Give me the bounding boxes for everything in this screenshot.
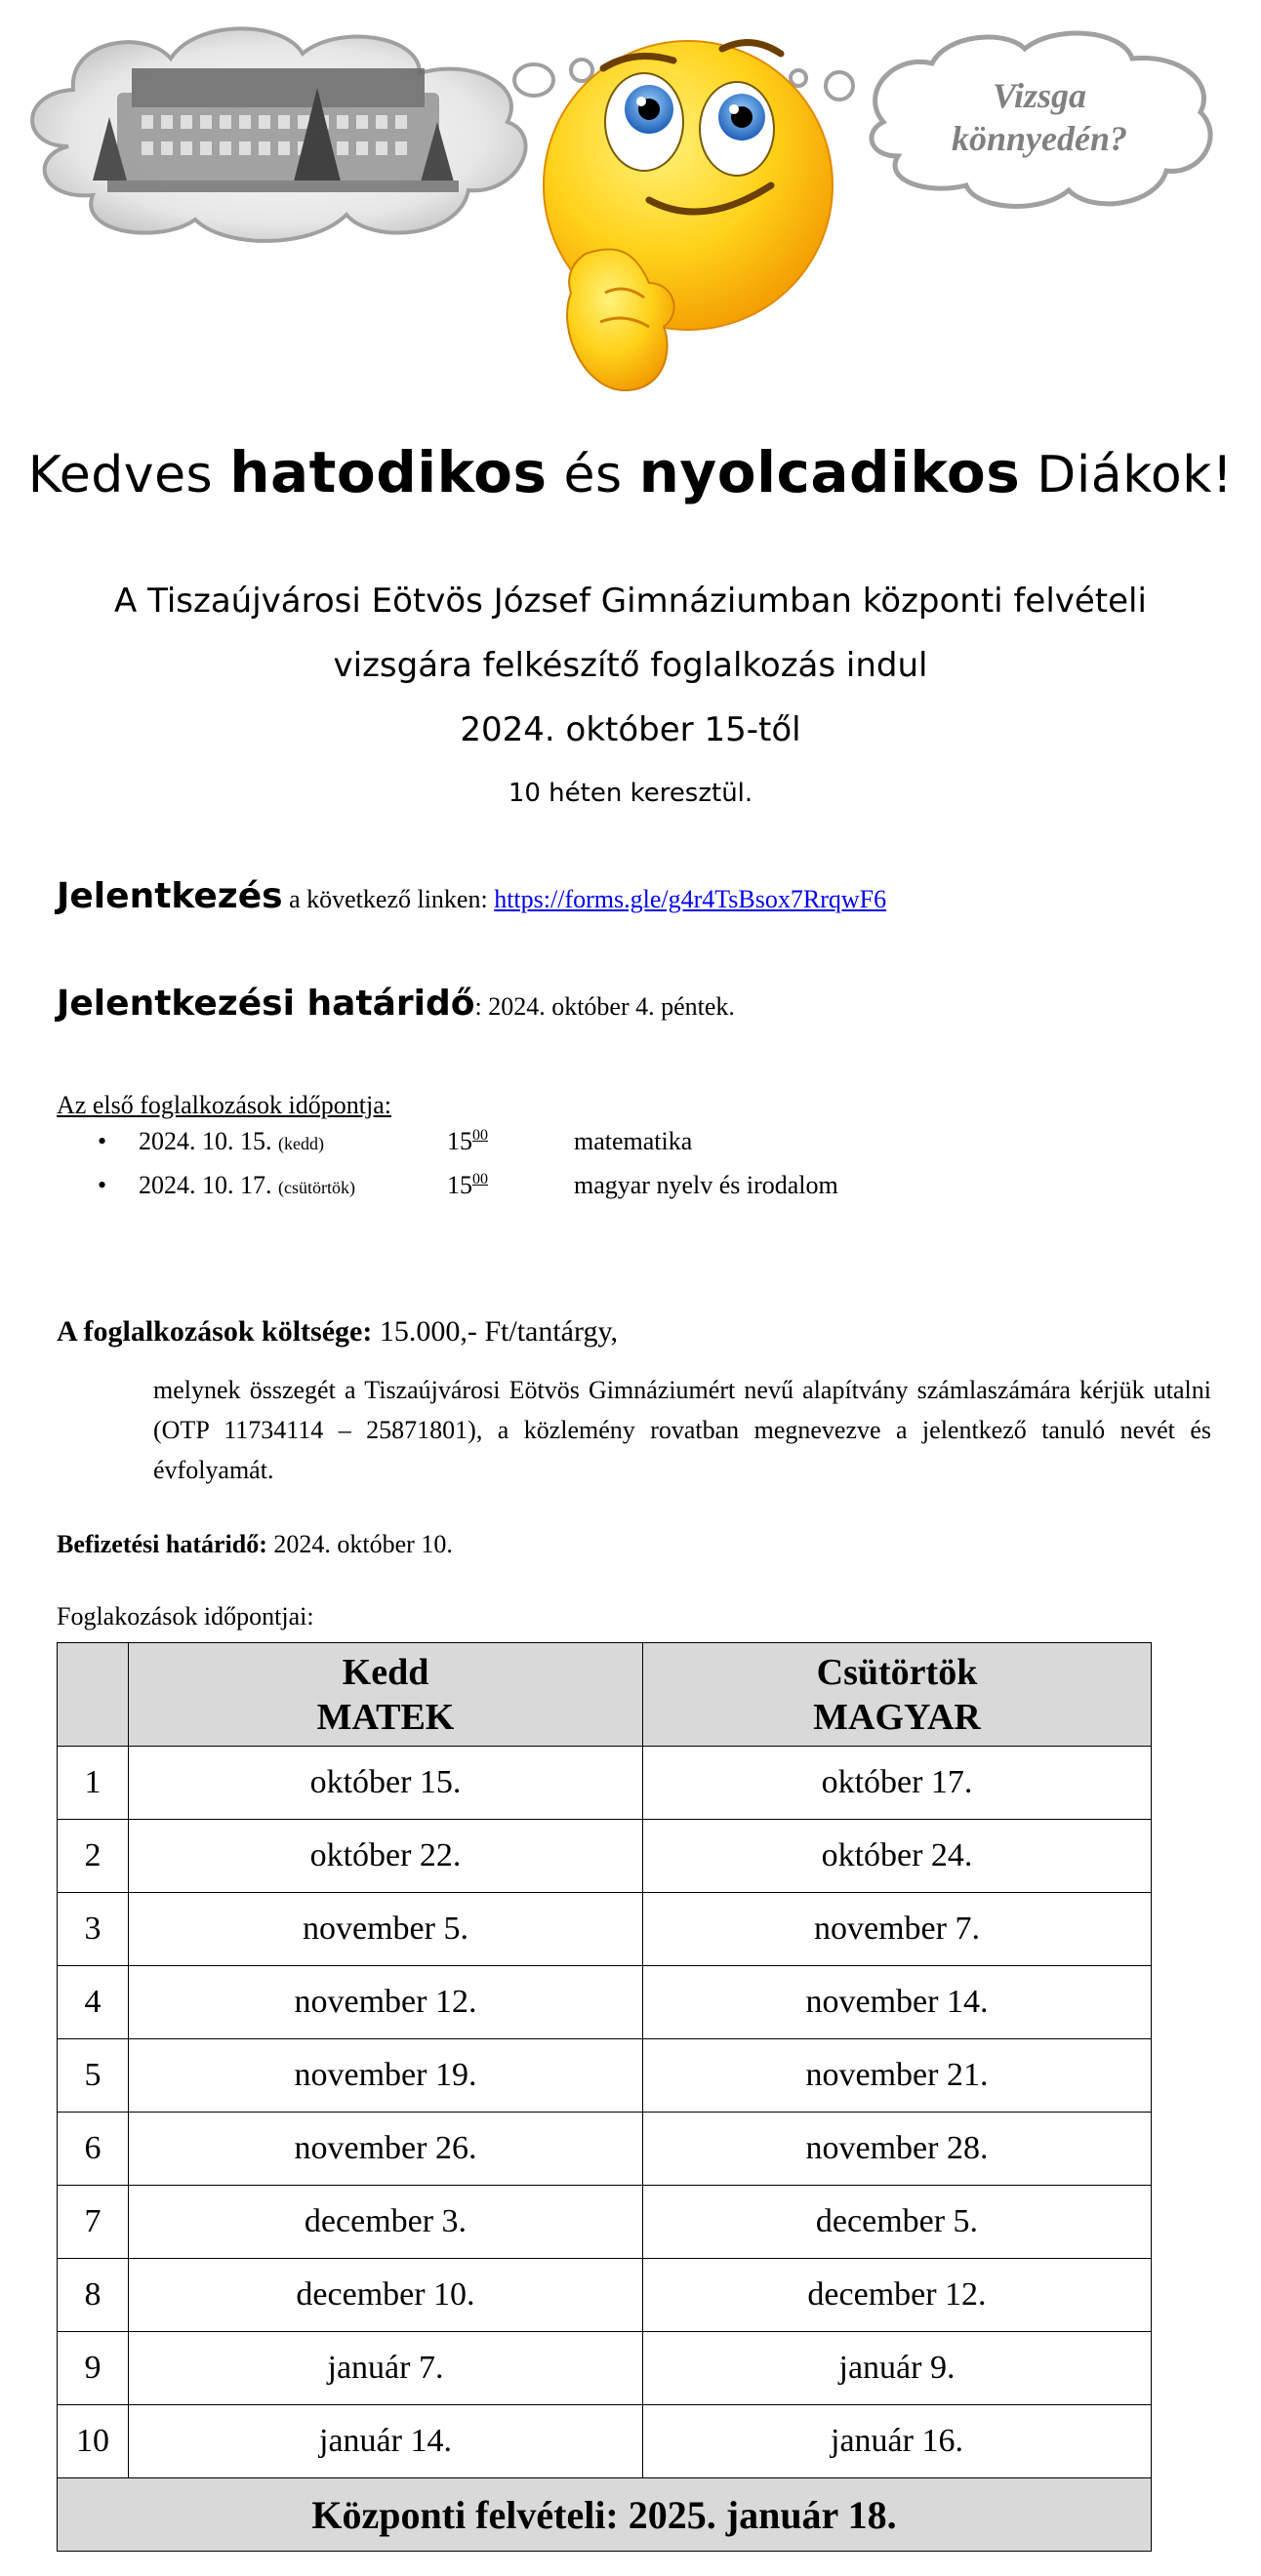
title-part-4: nyolcadikos	[638, 439, 1021, 505]
intro-line-2: vizsgára felkészítő foglalkozás indul	[333, 646, 928, 685]
bullet-icon: •	[98, 1127, 107, 1155]
table-row: 4 november 12. november 14.	[58, 1966, 1152, 2039]
title-part-2: hatodikos	[229, 439, 548, 505]
table-header-row	[58, 1643, 1152, 1747]
bullet-icon: •	[98, 1171, 107, 1199]
table-row: 5 november 19. november 21.	[58, 2039, 1152, 2113]
session-subject: magyar nyelv és irodalom	[574, 1171, 838, 1199]
intro-line-1: A Tiszaújvárosi Eötvös József Gimnáziumban központi felvételi	[114, 582, 1147, 621]
deadline-line	[57, 984, 735, 1024]
session-time: $15^{00}$	[447, 1171, 488, 1199]
bubble-line-1: Vizsga	[992, 76, 1087, 115]
session-date: 2024. 10. 15. (kedd)	[139, 1127, 324, 1155]
cost-label: A foglalkozások költsége:	[57, 1315, 373, 1348]
cost-value: 15.000,- Ft/tantárgy,	[372, 1315, 618, 1348]
header-illustration	[0, 0, 1261, 410]
payment-deadline-label: Befizetési határidő:	[57, 1530, 267, 1558]
payment-deadline-value: 2024. október 10.	[266, 1530, 453, 1558]
title-part-3: és	[547, 446, 639, 504]
registration-link[interactable]: https://forms.gle/g4r4TsBsox7RrqwF6	[494, 885, 887, 913]
session-date: 2024. 10. 17. (csütörtök)	[139, 1171, 355, 1199]
table-row: 6 november 26. november 28.	[58, 2113, 1152, 2186]
payment-deadline	[57, 1530, 453, 1559]
deadline-label: Jelentkezési határidő	[57, 984, 475, 1024]
title-part-1: Kedves	[27, 446, 230, 504]
cost-details: melynek összegét a Tiszaújvárosi Eötvös Gimnáziumért nevű alapítvány számlaszámára kérjük utalni (OTP 11734114 – 25871801), a közlemény rovatban megnevezve a jelentkező tanuló nevét és évfolyamát.	[153, 1376, 1211, 1484]
table-row: 3 november 5. november 7.	[58, 1893, 1152, 1966]
bubble-line-2: könnyedén?	[952, 119, 1127, 158]
table-header-tuesday: Kedd MATEK	[129, 1643, 643, 1747]
table-row: 7 december 3. december 5.	[58, 2186, 1152, 2259]
table-row: 1 október 15. október 17.	[58, 1747, 1152, 1820]
title-part-5: Diákok!	[1020, 446, 1234, 504]
registration-line	[57, 876, 886, 916]
exam-date: Központi felvételi: 2025. január 18.	[58, 2478, 1152, 2552]
building-photo-cloud	[32, 28, 525, 241]
table-header-blank	[58, 1643, 129, 1747]
table-header-thursday: Csütörtök MAGYAR	[643, 1643, 1152, 1747]
intro-line-3: 2024. október 15-től	[460, 710, 801, 749]
table-row: 9 január 7. január 9.	[58, 2332, 1152, 2405]
thinking-emoji	[544, 41, 833, 390]
table-row: 8 december 10. december 12.	[58, 2259, 1152, 2332]
table-row: 10 január 14. január 16.	[58, 2405, 1152, 2478]
first-sessions-title: Az első foglalkozások időpontja:	[57, 1091, 391, 1119]
sessions-label: Foglakozások időpontjai:	[57, 1602, 314, 1630]
table-footer-row	[58, 2478, 1152, 2552]
intro-line-4: 10 héten keresztül.	[508, 779, 753, 808]
page-title	[0, 439, 1261, 505]
cost-line	[57, 1315, 618, 1348]
table-row: 2 október 22. október 24.	[58, 1820, 1152, 1893]
thought-bubble-text	[883, 74, 1196, 160]
session-subject: matematika	[574, 1127, 693, 1155]
registration-text: a következő linken:	[282, 885, 495, 913]
registration-label: Jelentkezés	[57, 876, 283, 916]
deadline-text: : 2024. október 4. péntek.	[474, 992, 735, 1021]
schedule-table	[57, 1642, 1152, 2552]
session-time: $15^{00}$	[447, 1127, 488, 1155]
